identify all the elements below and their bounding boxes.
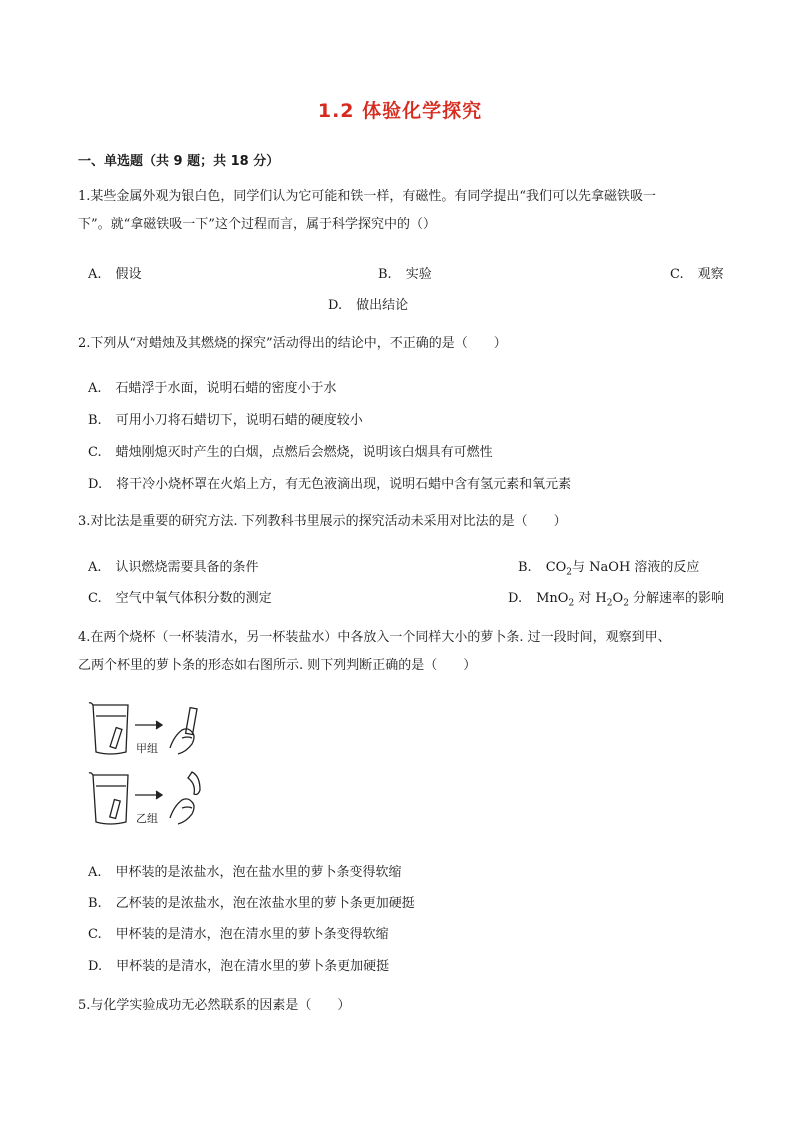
- option-key: A.: [88, 865, 102, 880]
- option-key: B.: [88, 413, 102, 428]
- option-key: D.: [88, 477, 103, 492]
- option-key: D.: [328, 298, 343, 313]
- question-1-stem: [78, 183, 728, 239]
- question-3-stem: 3.对比法是重要的研究方法. 下列教科书里展示的探究活动未采用对比法的是（ ）: [78, 514, 567, 529]
- option-key: B.: [378, 267, 392, 282]
- option-text: 将干冷小烧杯罩在火焰上方，有无色液滴出现，说明石蜡中含有氢元素和氧元素: [116, 477, 572, 492]
- q4-option-d[interactable]: [88, 955, 389, 974]
- carrot-experiment-figure: [88, 700, 218, 840]
- option-key: B.: [518, 560, 532, 575]
- group-jia-label: 甲组: [136, 742, 158, 755]
- option-text: 认识燃烧需要具备的条件: [115, 560, 259, 575]
- option-text: 甲杯装的是浓盐水，泡在盐水里的萝卜条变得软缩: [115, 865, 402, 880]
- option-key: A.: [88, 381, 102, 396]
- q4-option-b[interactable]: [88, 892, 415, 911]
- question-5-stem: 5.与化学实验成功无必然联系的因素是（ ）: [78, 998, 351, 1013]
- subscript: 2: [566, 567, 573, 578]
- subscript: 2: [623, 598, 629, 609]
- option-text: 甲杯装的是清水，泡在清水里的萝卜条变得软缩: [115, 927, 389, 942]
- option-text: 石蜡浮于水面，说明石蜡的密度小于水: [115, 381, 337, 396]
- question-2-stem: 2.下列从“对蜡烛及其燃烧的探究”活动得出的结论中，不正确的是（ ）: [78, 336, 507, 351]
- option-text: 假设: [115, 267, 142, 282]
- option-key: A.: [88, 267, 102, 282]
- q3-option-a[interactable]: [88, 556, 259, 575]
- formula-text: 对 H: [574, 591, 607, 606]
- option-key: D.: [88, 959, 103, 974]
- option-text: 甲杯装的是清水，泡在清水里的萝卜条更加硬挺: [116, 959, 390, 974]
- subscript: 2: [568, 598, 575, 609]
- q1-option-b[interactable]: [378, 263, 432, 282]
- option-text: 观察: [697, 267, 724, 282]
- option-text: 蜡烛刚熄灭时产生的白烟，点燃后会燃烧，说明该白烟具有可燃性: [115, 445, 493, 460]
- q4-option-c[interactable]: [88, 923, 389, 942]
- q4-option-a[interactable]: [88, 861, 402, 880]
- option-text: 可用小刀将石蜡切下，说明石蜡的硬度较小: [115, 413, 363, 428]
- q1-option-a[interactable]: [88, 263, 142, 282]
- q2-option-c[interactable]: [88, 441, 493, 460]
- formula-mno: MnO: [536, 591, 569, 606]
- q2-option-d[interactable]: [88, 473, 571, 492]
- option-key: C.: [88, 445, 102, 460]
- option-key: C.: [88, 927, 102, 942]
- question-1-line-1: 1.某些金属外观为银白色，同学们认为它可能和铁一样，有磁性。有同学提出“我们可以先拿磁铁吸一: [78, 189, 657, 204]
- question-4-stem: [78, 624, 728, 680]
- q3-option-c[interactable]: [88, 587, 272, 606]
- option-text: 做出结论: [356, 298, 409, 313]
- section-heading: 一、单选题（共 9 题；共 18 分）: [78, 154, 280, 169]
- option-text: 与 NaOH 溶液的反应: [572, 560, 700, 575]
- option-key: C.: [88, 591, 102, 606]
- option-text: 乙杯装的是浓盐水，泡在浓盐水里的萝卜条更加硬挺: [115, 896, 415, 911]
- option-key: B.: [88, 896, 102, 911]
- option-text: 空气中氧气体积分数的测定: [115, 591, 272, 606]
- page-title: 1.2 体验化学探究: [317, 100, 483, 122]
- group-yi-label: 乙组: [136, 812, 158, 825]
- option-text: 分解速率的影响: [628, 591, 725, 606]
- question-1-line-2: 下”。就“拿磁铁吸一下”这个过程而言，属于科学探究中的（）: [78, 217, 436, 232]
- formula-o: O: [612, 591, 624, 606]
- option-key: C.: [670, 267, 684, 282]
- option-key: D.: [508, 591, 523, 606]
- q3-option-b[interactable]: [518, 556, 699, 578]
- q2-option-b[interactable]: [88, 409, 363, 428]
- q3-option-d[interactable]: [508, 587, 724, 609]
- formula-co: CO: [545, 560, 567, 575]
- option-key: A.: [88, 560, 102, 575]
- q2-option-a[interactable]: [88, 377, 337, 396]
- q1-option-d[interactable]: [328, 294, 408, 313]
- q1-option-c[interactable]: [670, 263, 724, 282]
- question-4-line-2: 乙两个杯里的萝卜条的形态如右图所示. 则下列判断正确的是（ ）: [78, 658, 477, 673]
- question-4-line-1: 4.在两个烧杯（一杯装清水，另一杯装盐水）中各放入一个同样大小的萝卜条. 过一段时间，观察到甲、: [78, 630, 671, 645]
- subscript: 2: [606, 598, 613, 609]
- option-text: 实验: [405, 267, 432, 282]
